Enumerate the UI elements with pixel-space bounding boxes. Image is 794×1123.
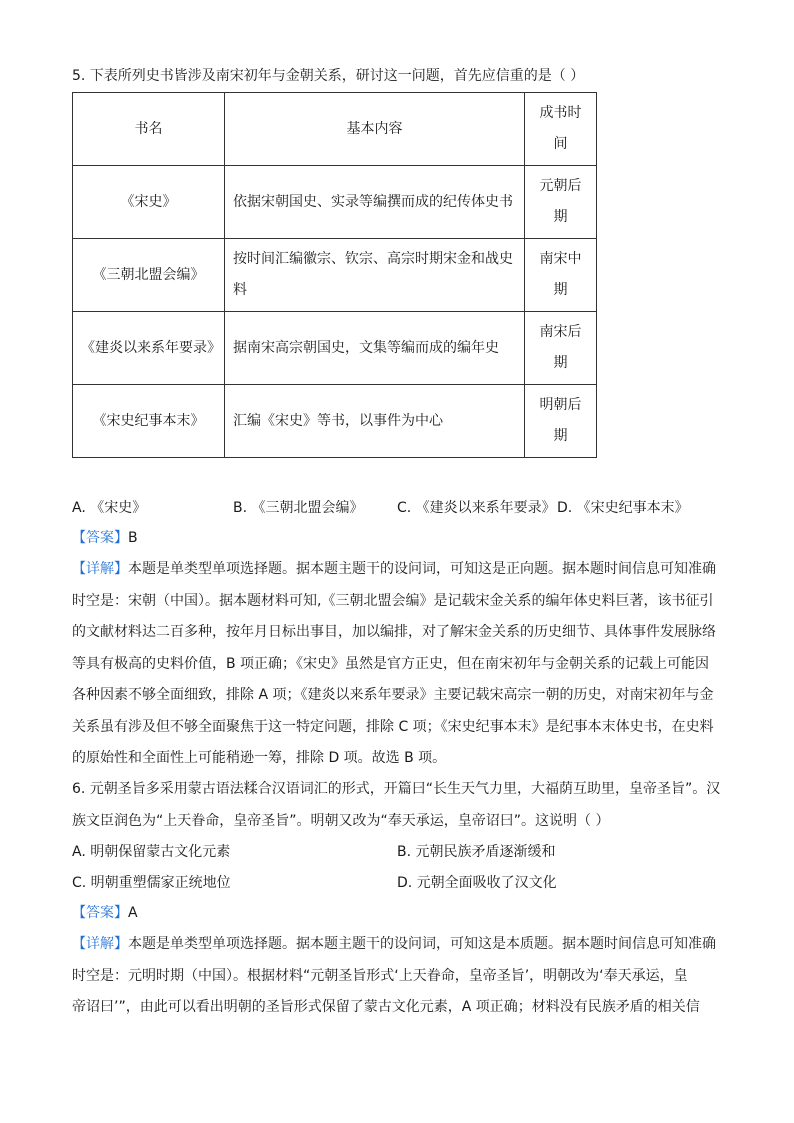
answer-value: A bbox=[128, 905, 138, 921]
q6-option-b: B. 元朝民族矛盾逐渐缓和 bbox=[397, 844, 556, 860]
source-table bbox=[72, 92, 597, 458]
table-cell: 明朝后期 bbox=[525, 385, 597, 458]
answer-label: 【答案】 bbox=[72, 530, 128, 546]
table-cell: 依据宋朝国史、实录等编撰而成的纪传体史书 bbox=[225, 166, 525, 239]
answer-value: B bbox=[128, 530, 138, 546]
q5-explanation bbox=[72, 554, 722, 775]
q5-option-c: C. 《建炎以来系年要录》 bbox=[397, 500, 556, 516]
table-row bbox=[73, 385, 597, 458]
q5-option-b: B. 《三朝北盟会编》 bbox=[233, 500, 364, 516]
explanation-line: 【详解】本题是单类型单项选择题。据本题主题干的设问词，可知这是本质题。据本题时间信息可知准确 bbox=[72, 936, 716, 952]
stem-line: 族文臣润色为“上天眷命，皇帝圣旨”。明朝又改为“奉天承运，皇帝诏曰”。这说明（ ） bbox=[72, 812, 610, 829]
table-header-row bbox=[73, 93, 597, 166]
table-cell: 南宋中期 bbox=[525, 239, 597, 312]
stem-line: 6. 元朝圣旨多采用蒙古语法糅合汉语词汇的形式，开篇曰“长生天气力里，大福荫互助里，皇帝圣旨”。汉 bbox=[72, 781, 721, 797]
table-row bbox=[73, 166, 597, 239]
table-header-cell: 基本内容 bbox=[225, 93, 525, 166]
table-header-cell: 成书时间 bbox=[525, 93, 597, 166]
table-cell: 按时间汇编徽宗、钦宗、高宗时期宋金和战史料 bbox=[225, 239, 525, 312]
explanation-label: 【详解】 bbox=[72, 936, 128, 952]
answer-label: 【答案】 bbox=[72, 905, 128, 921]
table-cell: 《宋史》 bbox=[73, 166, 225, 239]
table-cell: 汇编《宋史》等书，以事件为中心 bbox=[225, 385, 525, 458]
q6-explanation bbox=[72, 929, 722, 1024]
q6-option-c: C. 明朝重塑儒家正统地位 bbox=[72, 875, 231, 891]
explanation-line: 关系虽有涉及但不够全面聚焦于这一特定问题，排除 C 项；《宋史纪事本末》是纪事本末体史书，在史料 bbox=[72, 718, 714, 735]
q6-answer bbox=[72, 903, 138, 923]
explanation-line: 【详解】本题是单类型单项选择题。据本题主题干的设问词，可知这是正向题。据本题时间信息可知准确 bbox=[72, 561, 716, 577]
q5-option-a: A. 《宋史》 bbox=[72, 500, 147, 516]
explanation-line: 的原始性和全面性上可能稍逊一筹，排除 D 项。故选 B 项。 bbox=[72, 750, 447, 766]
q5-answer bbox=[72, 528, 138, 548]
q6-option-d: D. 元朝全面吸收了汉文化 bbox=[397, 875, 557, 891]
table-cell: 《宋史纪事本末》 bbox=[73, 385, 225, 458]
q5-option-d: D. 《宋史纪事本末》 bbox=[557, 500, 689, 516]
table-cell: 据南宋高宗朝国史，文集等编而成的编年史 bbox=[225, 312, 525, 385]
table-row bbox=[73, 312, 597, 385]
explanation-label: 【详解】 bbox=[72, 561, 128, 577]
explanation-line: 等具有极高的史料价值，B 项正确；《宋史》虽然是官方正史，但在南宋初年与金朝关系的记载上可能因 bbox=[72, 655, 710, 672]
question-6-stem bbox=[72, 774, 722, 837]
question-5-stem: 5. 下表所列史书皆涉及南宋初年与金朝关系，研讨这一问题，首先应信重的是（ ） bbox=[72, 68, 585, 84]
table-cell: 元朝后期 bbox=[525, 166, 597, 239]
table-header-cell: 书名 bbox=[73, 93, 225, 166]
explanation-line: 时空是：宋朝（中国）。据本题材料可知,《三朝北盟会编》是记载宋金关系的编年体史料巨著，该书征引 bbox=[72, 592, 714, 609]
explanation-line: 时空是：元明时期（中国）。根据材料“元朝圣旨形式‘上天眷命，皇帝圣旨’，明朝改为‘奉天承运，皇 bbox=[72, 967, 688, 984]
table-cell: 《建炎以来系年要录》 bbox=[73, 312, 225, 385]
explanation-line: 各种因素不够全面细致，排除 A 项；《建炎以来系年要录》主要记载宋高宗一朝的历史，对南宋初年与金 bbox=[72, 687, 714, 703]
table-cell: 《三朝北盟会编》 bbox=[73, 239, 225, 312]
explanation-line: 的文献材料达二百多种，按年月日标出事目，加以编排，对了解宋金关系的历史细节、具体事件发展脉络 bbox=[72, 624, 716, 640]
explanation-line: 帝诏曰’”，由此可以看出明朝的圣旨形式保留了蒙古文化元素，A 项正确；材料没有民族矛盾的相关信 bbox=[72, 999, 700, 1015]
table-row bbox=[73, 239, 597, 312]
table-cell: 南宋后期 bbox=[525, 312, 597, 385]
q6-option-a: A. 明朝保留蒙古文化元素 bbox=[72, 844, 231, 860]
